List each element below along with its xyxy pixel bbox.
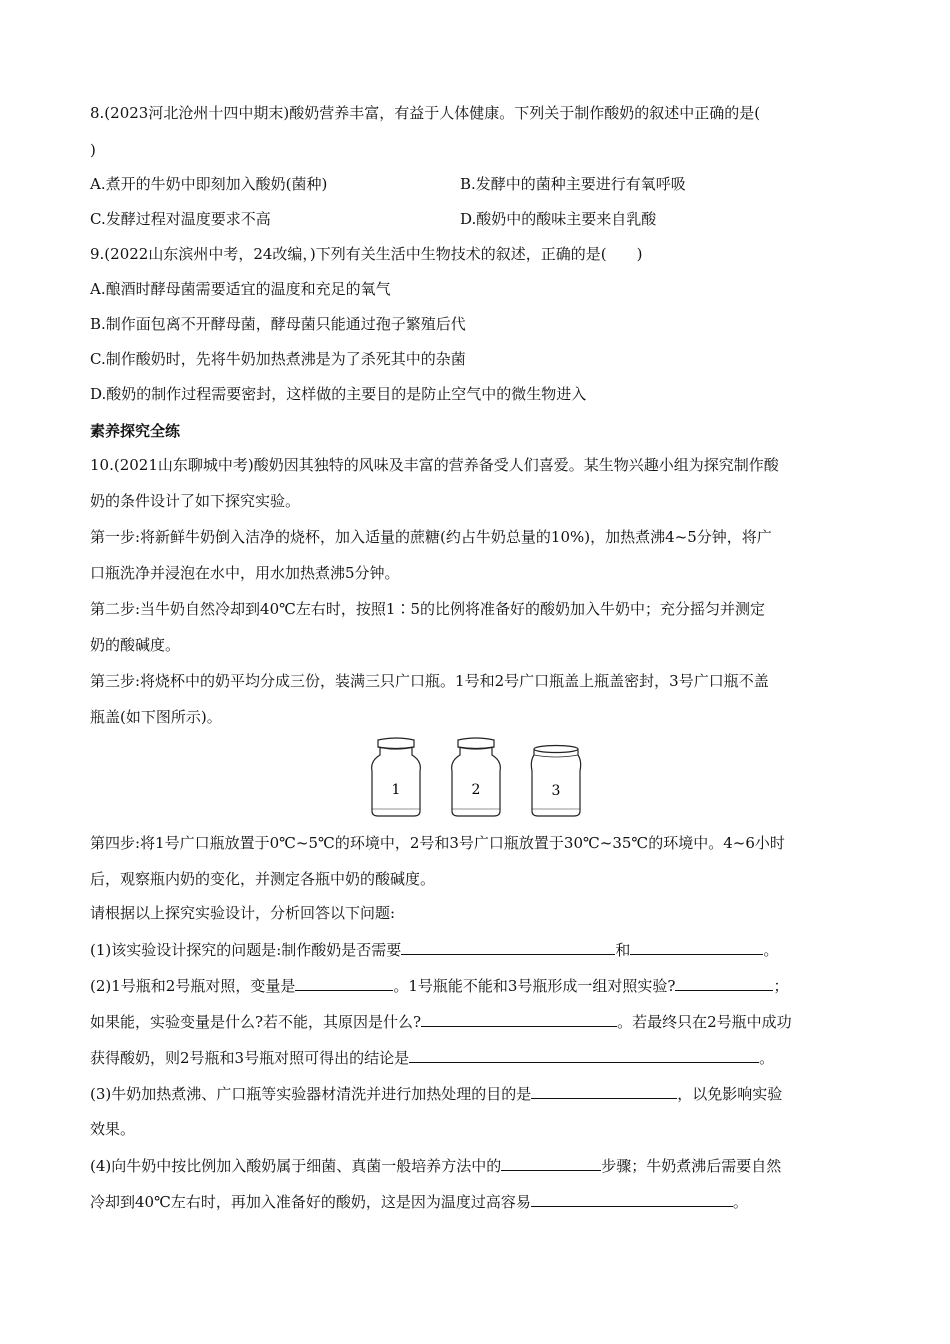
answer-blank-3[interactable] xyxy=(531,1083,677,1099)
answer-blank-1a[interactable] xyxy=(401,939,615,955)
q10-step3-line-2: 瓶盖(如下图所示)。 xyxy=(90,708,222,726)
jars-figure xyxy=(370,737,590,819)
q10-step2-line-2: 奶的酸碱度。 xyxy=(90,636,181,654)
answer-blank-1b[interactable] xyxy=(630,939,763,955)
q9-option-c: C.制作酸奶时，先将牛奶加热煮沸是为了杀死其中的杂菌 xyxy=(90,350,466,368)
q9-option-d: D.酸奶的制作过程需要密封，这样做的主要目的是防止空气中的微生物进入 xyxy=(90,385,587,403)
section-heading: 素养探究全练 xyxy=(90,422,181,440)
q10-part4-line-1 xyxy=(90,1155,860,1176)
q10-step4-line-1: 第四步:将1号广口瓶放置于0℃~5℃的环境中，2号和3号广口瓶放置于30℃~35℃的环境中。4~6小时 xyxy=(90,834,785,852)
q10-prompt: 请根据以上探究实验设计，分析回答以下问题: xyxy=(90,904,396,922)
q10-part3-line-1 xyxy=(90,1083,860,1104)
jar-2 xyxy=(452,738,501,816)
q10-part4-text-c: 冷却到40℃左右时，再加入准备好的酸奶，这是因为温度过高容易 xyxy=(90,1193,531,1211)
q10-part1 xyxy=(90,939,860,960)
answer-blank-4b[interactable] xyxy=(531,1191,733,1207)
jar-label-2: 2 xyxy=(471,782,481,798)
q9-option-b: B.制作面包离不开酵母菌，酵母菌只能通过孢子繁殖后代 xyxy=(90,315,466,333)
q10-step3-line-1: 第三步:将烧杯中的奶平均分成三份，装满三只广口瓶。1号和2号广口瓶盖上瓶盖密封，3号广口瓶不盖 xyxy=(90,672,769,690)
q8-options-row-2 xyxy=(90,209,860,229)
q8-option-d: D.酸奶中的酸味主要来自乳酸 xyxy=(460,210,657,228)
q8-option-b: B.发酵中的菌种主要进行有氧呼吸 xyxy=(460,175,686,193)
q10-step2-line-1: 第二步:当牛奶自然冷却到40℃左右时，按照1∶5的比例将准备好的酸奶加入牛奶中；充分摇匀并测定 xyxy=(90,600,766,618)
q10-part2-text-e: 。若最终只在2号瓶中成功 xyxy=(617,1013,792,1031)
jar-3 xyxy=(531,746,580,817)
answer-blank-2c[interactable] xyxy=(421,1011,617,1027)
answer-blank-2b[interactable] xyxy=(675,975,773,991)
q8-option-c: C.发酵过程对温度要求不高 xyxy=(90,210,271,228)
q9-option-a: A.酿酒时酵母菌需要适宜的温度和充足的氧气 xyxy=(90,280,391,298)
q10-part3-text-b: ，以免影响实验 xyxy=(677,1085,783,1103)
jar-label-3: 3 xyxy=(551,783,561,799)
q10-step1-line-2: 口瓶洗净并浸泡在水中，用水加热煮沸5分钟。 xyxy=(90,564,400,582)
q10-part3-text-a: (3)牛奶加热煮沸、广口瓶等实验器材清洗并进行加热处理的目的是 xyxy=(90,1085,532,1103)
q10-part4-text-d: 。 xyxy=(732,1193,748,1211)
q8-options-row-1 xyxy=(90,174,860,194)
answer-blank-2a[interactable] xyxy=(295,975,393,991)
q10-part1-text-c: 。 xyxy=(763,941,779,959)
q9-stem: 9.(2022山东滨州中考，24改编，)下列有关生活中生物技术的叙述，正确的是( ) xyxy=(90,245,643,263)
q10-part3-line-2: 效果。 xyxy=(90,1120,136,1138)
q8-option-a: A.煮开的牛奶中即刻加入酸奶(菌种) xyxy=(90,175,328,193)
q8-stem-end: ) xyxy=(90,141,96,159)
q10-intro-line-2: 奶的条件设计了如下探究实验。 xyxy=(90,492,301,510)
q10-part4-line-2 xyxy=(90,1191,860,1212)
jar-label-1: 1 xyxy=(391,782,401,798)
q10-part1-text-a: (1)该实验设计探究的问题是:制作酸奶是否需要 xyxy=(90,941,402,959)
q10-part2-line-2 xyxy=(90,1011,860,1032)
q10-part2-line-3 xyxy=(90,1047,860,1068)
answer-blank-4a[interactable] xyxy=(501,1155,601,1171)
q10-step4-line-2: 后，观察瓶内奶的变化，并测定各瓶中奶的酸碱度。 xyxy=(90,870,436,888)
q10-part2-line-1 xyxy=(90,975,860,996)
q10-step1-line-1: 第一步:将新鲜牛奶倒入洁净的烧杯，加入适量的蔗糖(约占牛奶总量的10%)，加热煮沸4~5分钟，将广 xyxy=(90,528,772,546)
q10-part4-text-a: (4)向牛奶中按比例加入酸奶属于细菌、真菌一般培养方法中的 xyxy=(90,1157,502,1175)
q10-intro-line-1: 10.(2021山东聊城中考)酸奶因其独特的风味及丰富的营养备受人们喜爱。某生物兴趣小组为探究制作酸 xyxy=(90,456,779,474)
q10-part2-text-c: ； xyxy=(773,977,789,995)
jar-1 xyxy=(372,738,421,816)
q10-part2-text-a: (2)1号瓶和2号瓶对照，变量是 xyxy=(90,977,296,995)
q10-part2-text-f: 获得酸奶，则2号瓶和3号瓶对照可得出的结论是 xyxy=(90,1049,410,1067)
q8-stem: 8.(2023河北沧州十四中期末)酸奶营养丰富，有益于人体健康。下列关于制作酸奶的叙述中正确的是( xyxy=(90,104,761,122)
q10-part2-text-g: 。 xyxy=(759,1049,775,1067)
q10-part1-text-b: 和 xyxy=(615,941,631,959)
q10-part4-text-b: 步骤；牛奶煮沸后需要自然 xyxy=(601,1157,782,1175)
q10-part2-text-b: 。1号瓶能不能和3号瓶形成一组对照实验? xyxy=(393,977,676,995)
q10-part2-text-d: 如果能，实验变量是什么?若不能，其原因是什么? xyxy=(90,1013,422,1031)
answer-blank-2d[interactable] xyxy=(409,1047,759,1063)
